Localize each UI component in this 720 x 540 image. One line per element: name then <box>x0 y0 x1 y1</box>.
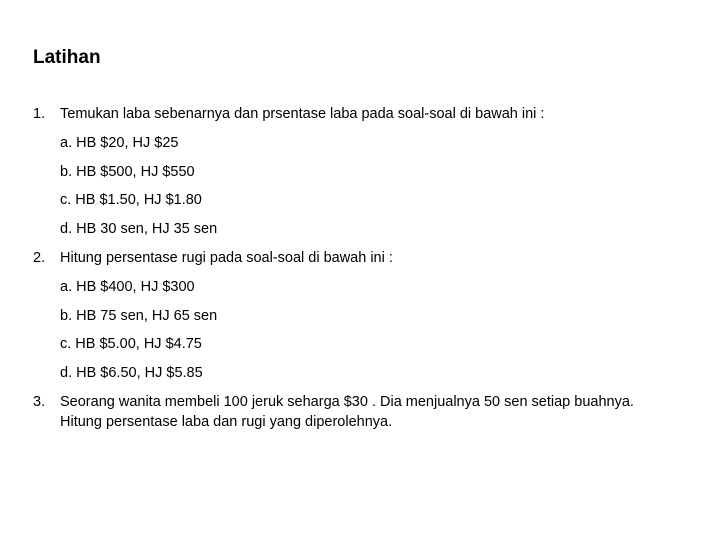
question-number: 3. <box>33 394 46 410</box>
question-1-item-d: d. HB 30 sen, HJ 35 sen <box>60 221 218 237</box>
question-text: Temukan laba sebenarnya dan prsentase laba pada soal-soal di bawah ini : <box>60 106 545 122</box>
question-2-item-c: c. HB $5.00, HJ $4.75 <box>60 336 202 352</box>
page-title: Latihan <box>33 47 101 68</box>
question-1 <box>33 104 544 124</box>
question-1-item-a: a. HB $20, HJ $25 <box>60 135 179 151</box>
question-2 <box>33 248 393 268</box>
question-3 <box>33 392 653 432</box>
question-2-item-d: d. HB $6.50, HJ $5.85 <box>60 365 203 381</box>
question-1-item-c: c. HB $1.50, HJ $1.80 <box>60 192 202 208</box>
question-text: Hitung persentase rugi pada soal-soal di bawah ini : <box>60 250 393 266</box>
question-2-item-a: a. HB $400, HJ $300 <box>60 279 195 295</box>
question-number: 1. <box>33 106 46 122</box>
question-text: Seorang wanita membeli 100 jeruk seharga $30 . Dia menjualnya 50 sen setiap buahnya. Hitung persentase laba dan rugi yang diperolehnya. <box>60 394 634 430</box>
question-number: 2. <box>33 250 46 266</box>
question-1-item-b: b. HB $500, HJ $550 <box>60 164 195 180</box>
question-2-item-b: b. HB 75 sen, HJ 65 sen <box>60 308 218 324</box>
